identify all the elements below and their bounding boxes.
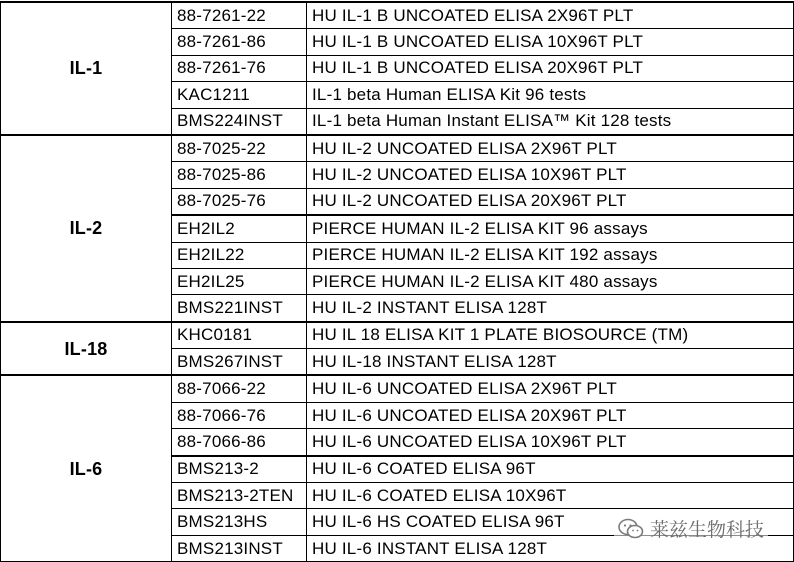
catalog-number: 88-7066-22: [172, 375, 307, 402]
watermark-text: 莱兹生物科技: [649, 519, 764, 541]
product-description: HU IL-2 UNCOATED ELISA 10X96T PLT: [307, 162, 794, 188]
catalog-number: EH2IL22: [172, 242, 307, 268]
product-description: HU IL-2 INSTANT ELISA 128T: [307, 295, 794, 322]
catalog-number: 88-7066-76: [172, 402, 307, 428]
catalog-number: 88-7261-22: [172, 2, 307, 29]
catalog-number: BMS213-2TEN: [172, 483, 307, 509]
catalog-number: 88-7025-86: [172, 162, 307, 188]
catalog-number: 88-7261-76: [172, 55, 307, 81]
group-label: IL-2: [1, 135, 172, 322]
product-description: PIERCE HUMAN IL-2 ELISA KIT 96 assays: [307, 215, 794, 242]
catalog-number: KHC0181: [172, 322, 307, 349]
wechat-icon: [618, 518, 644, 540]
table-row: [1, 2, 794, 29]
product-description: HU IL-2 UNCOATED ELISA 20X96T PLT: [307, 188, 794, 215]
catalog-number: EH2IL2: [172, 215, 307, 242]
product-description: IL-1 beta Human Instant ELISA™ Kit 128 tests: [307, 108, 794, 135]
product-description: HU IL-6 HS COATED ELISA 96T: [307, 509, 794, 535]
product-description: HU IL-2 UNCOATED ELISA 2X96T PLT: [307, 135, 794, 162]
catalog-number: BMS213HS: [172, 509, 307, 535]
catalog-number: EH2IL25: [172, 268, 307, 294]
group-il-2: [1, 135, 794, 322]
product-description: HU IL-6 UNCOATED ELISA 20X96T PLT: [307, 402, 794, 428]
group-label: IL-18: [1, 322, 172, 376]
group-il-1: [1, 2, 794, 135]
product-description: HU IL-1 B UNCOATED ELISA 2X96T PLT: [307, 2, 794, 29]
catalog-number: BMS213-2: [172, 456, 307, 483]
product-description: PIERCE HUMAN IL-2 ELISA KIT 480 assays: [307, 268, 794, 294]
catalog-number: 88-7025-22: [172, 135, 307, 162]
catalog-number: KAC1211: [172, 82, 307, 108]
wechat-watermark: [614, 515, 768, 542]
product-description: HU IL-18 INSTANT ELISA 128T: [307, 349, 794, 376]
catalog-number: BMS221INST: [172, 295, 307, 322]
product-description: HU IL-6 INSTANT ELISA 128T: [307, 535, 794, 561]
catalog-number: BMS213INST: [172, 535, 307, 561]
product-description: HU IL-6 UNCOATED ELISA 10X96T PLT: [307, 429, 794, 456]
table-row: [1, 322, 794, 349]
product-description: HU IL-1 B UNCOATED ELISA 20X96T PLT: [307, 55, 794, 81]
catalog-number: 88-7066-86: [172, 429, 307, 456]
product-description: HU IL-6 COATED ELISA 96T: [307, 456, 794, 483]
product-description: HU IL-6 UNCOATED ELISA 2X96T PLT: [307, 375, 794, 402]
catalog-number: BMS267INST: [172, 349, 307, 376]
group-label: IL-1: [1, 2, 172, 135]
product-table: [0, 1, 794, 562]
catalog-number: 88-7261-86: [172, 29, 307, 55]
product-description: HU IL 18 ELISA KIT 1 PLATE BIOSOURCE (TM): [307, 322, 794, 349]
product-description: HU IL-6 COATED ELISA 10X96T: [307, 483, 794, 509]
product-description: HU IL-1 B UNCOATED ELISA 10X96T PLT: [307, 29, 794, 55]
product-description: PIERCE HUMAN IL-2 ELISA KIT 192 assays: [307, 242, 794, 268]
group-il-18: [1, 322, 794, 376]
table-row: [1, 135, 794, 162]
catalog-number: BMS224INST: [172, 108, 307, 135]
group-label: IL-6: [1, 375, 172, 561]
product-description: IL-1 beta Human ELISA Kit 96 tests: [307, 82, 794, 108]
table-row: [1, 375, 794, 402]
catalog-number: 88-7025-76: [172, 188, 307, 215]
